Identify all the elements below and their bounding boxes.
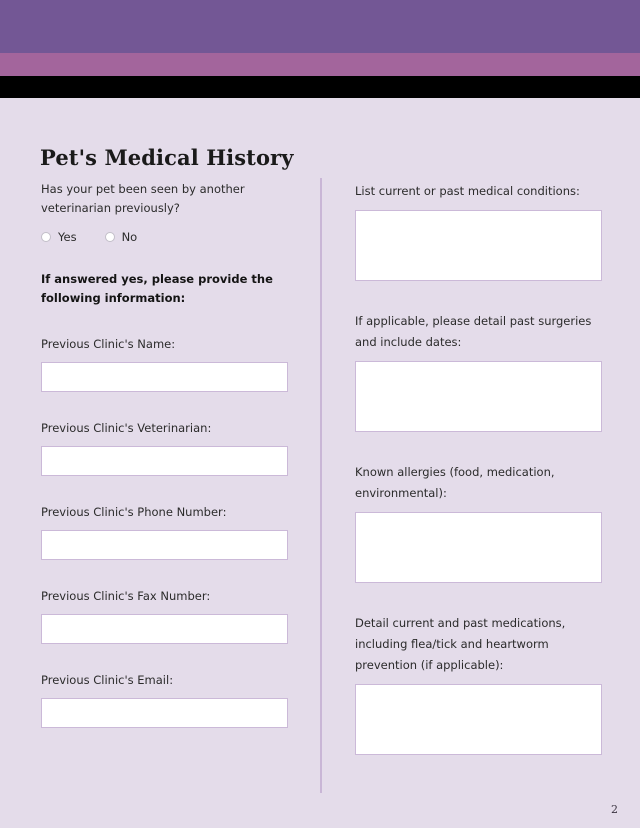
previous-clinic-name-label: Previous Clinic's Name:: [41, 337, 176, 351]
field-medications: [355, 612, 602, 755]
vet-history-question-label: Has your pet been seen by another veterinarian previously?: [41, 182, 245, 215]
previous-clinic-name-input[interactable]: [41, 362, 288, 392]
right-column: [355, 180, 602, 755]
field-previous-clinic-phone: [41, 501, 288, 560]
vet-history-radio-group: [41, 230, 288, 244]
field-previous-clinic-veterinarian: [41, 417, 288, 476]
field-previous-clinic-name: [41, 333, 288, 392]
medications-textarea[interactable]: [355, 684, 602, 755]
field-medical-conditions: [355, 180, 602, 281]
known-allergies-label: Known allergies (food, medication, environmental):: [355, 465, 555, 500]
conditional-instruction-label: If answered yes, please provide the following information:: [41, 272, 273, 305]
header-band-secondary: [0, 53, 640, 76]
header-band-primary: [0, 0, 640, 53]
medical-conditions-textarea[interactable]: [355, 210, 602, 281]
radio-yes-icon[interactable]: [41, 232, 51, 242]
previous-clinic-email-label: Previous Clinic's Email:: [41, 673, 174, 687]
column-divider: [320, 178, 322, 793]
previous-clinic-phone-input[interactable]: [41, 530, 288, 560]
field-past-surgeries: [355, 310, 602, 432]
past-surgeries-textarea[interactable]: [355, 361, 602, 432]
previous-clinic-email-input[interactable]: [41, 698, 288, 728]
field-previous-clinic-fax: [41, 585, 288, 644]
radio-option-no-label: No: [121, 230, 138, 244]
field-previous-clinic-email: [41, 669, 288, 728]
previous-clinic-phone-label: Previous Clinic's Phone Number:: [41, 505, 227, 519]
vet-history-question-block: [41, 180, 288, 244]
previous-clinic-fax-input[interactable]: [41, 614, 288, 644]
conditional-instruction-block: [41, 270, 288, 308]
known-allergies-textarea[interactable]: [355, 512, 602, 583]
page-title: Pet's Medical History: [40, 145, 294, 171]
radio-option-yes[interactable]: [41, 230, 77, 244]
left-column: [41, 180, 288, 728]
radio-no-icon[interactable]: [105, 232, 115, 242]
medications-label: Detail current and past medications, including flea/tick and heartworm prevention (if applicable):: [355, 616, 566, 672]
header-band-accent: [0, 76, 640, 98]
previous-clinic-veterinarian-input[interactable]: [41, 446, 288, 476]
past-surgeries-label: If applicable, please detail past surgeries and include dates:: [355, 314, 592, 349]
previous-clinic-veterinarian-label: Previous Clinic's Veterinarian:: [41, 421, 212, 435]
header-banner: [0, 0, 640, 99]
page-number: 2: [611, 803, 618, 816]
previous-clinic-fax-label: Previous Clinic's Fax Number:: [41, 589, 211, 603]
medical-conditions-label: List current or past medical conditions:: [355, 184, 580, 198]
radio-option-no[interactable]: [105, 230, 138, 244]
field-known-allergies: [355, 461, 602, 583]
radio-option-yes-label: Yes: [58, 230, 77, 244]
